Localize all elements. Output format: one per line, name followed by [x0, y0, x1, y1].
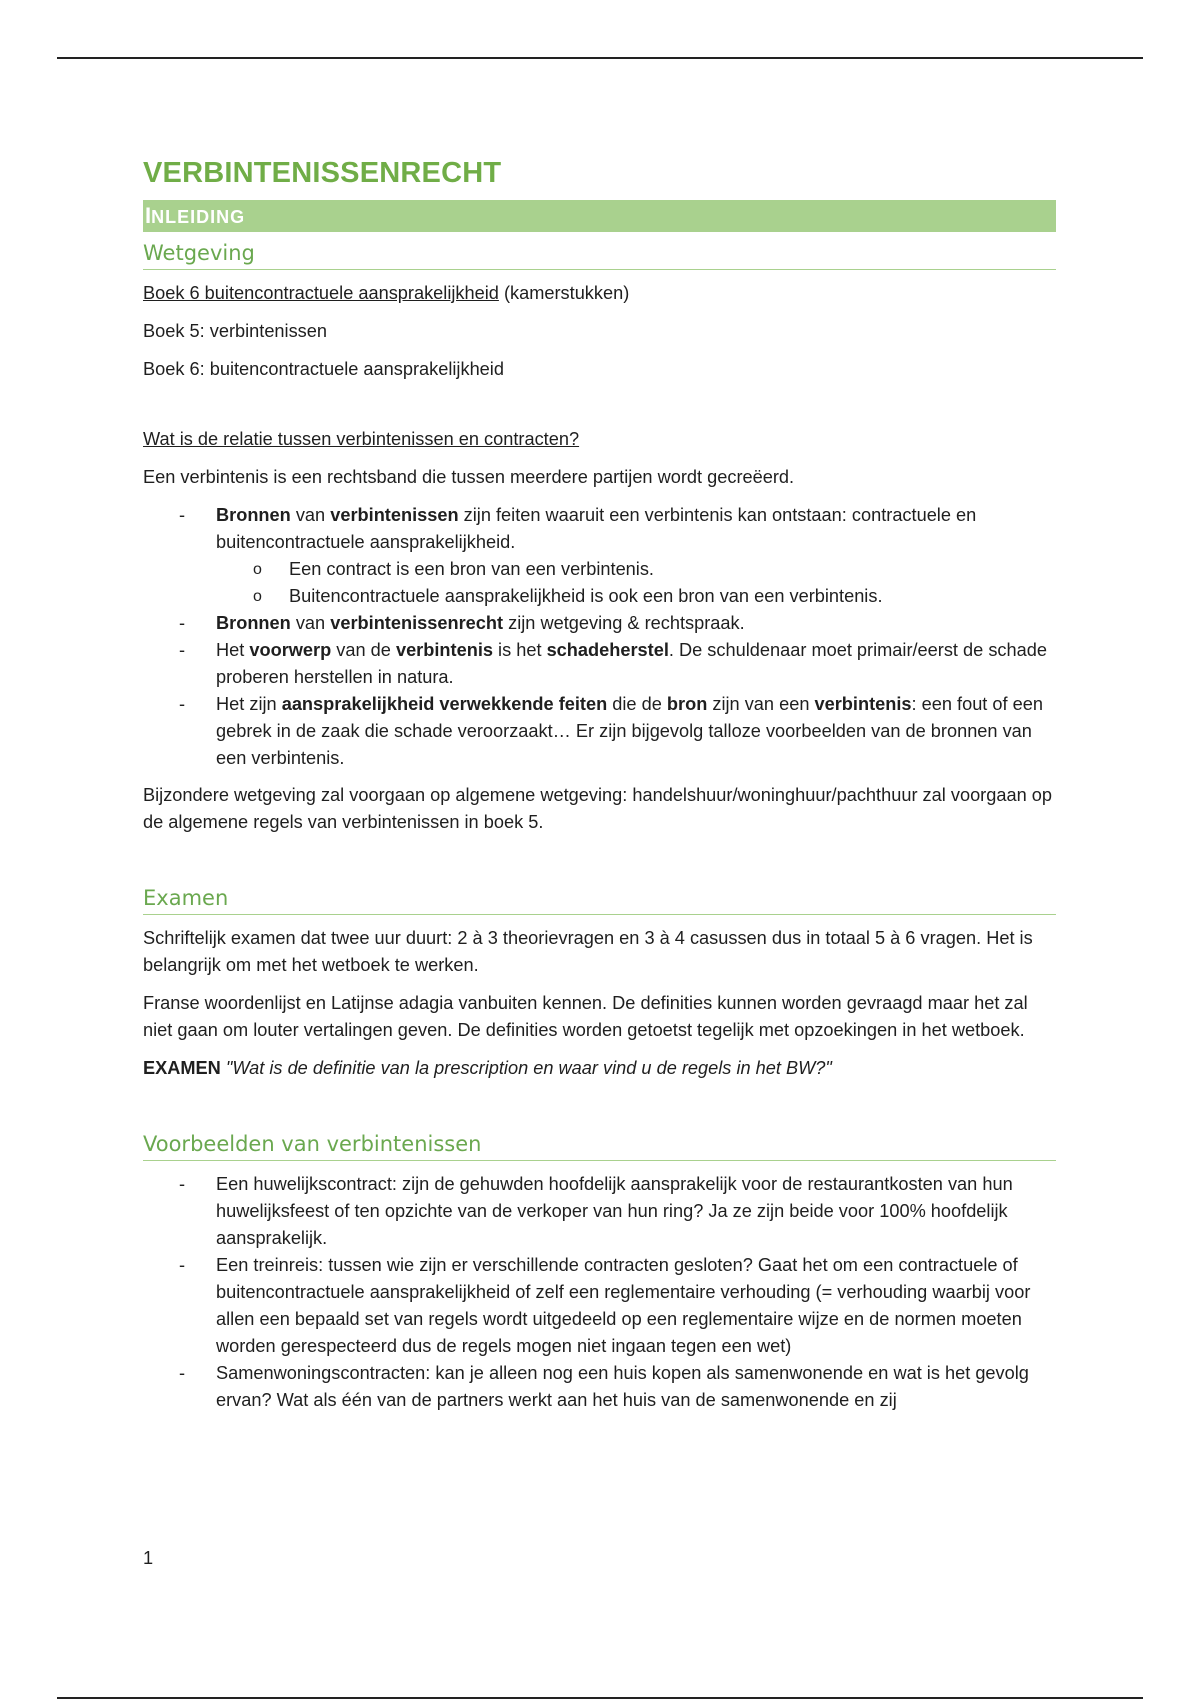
list-item: - Bronnen van verbintenissenrecht zijn wetgeving & rechtspraak.: [216, 610, 1056, 637]
wetgeving-line-1: Boek 6 buitencontractuele aansprakelijkheid (kamerstukken): [143, 283, 630, 303]
boek6-link[interactable]: Boek 6 buitencontractuele aansprakelijkheid: [143, 283, 499, 303]
relation-question: Wat is de relatie tussen verbintenissen en contracten?: [143, 429, 580, 449]
heading-voorbeelden: Voorbeelden van verbintenissen: [143, 1129, 1056, 1161]
voorbeelden-list: [143, 1171, 1056, 1414]
bijzondere-wetgeving-paragraph: Bijzondere wetgeving zal voorgaan op algemene wetgeving: handelshuur/woninghuur/pachthuur zal voorgaan op de algemene regels van verbintenissen in boek 5.: [143, 785, 1052, 832]
wetgeving-bullet-list: [143, 502, 1056, 772]
heading-inleiding: [143, 200, 1056, 232]
top-rule: [57, 57, 1143, 59]
wetgeving-line-2: Boek 5: verbintenissen: [143, 321, 328, 341]
list-item: - Het zijn aansprakelijkheid verwekkende feiten die de bron zijn van een verbintenis: een fout of een gebrek in de zaak die schade veroorzaakt… Er zijn bijgevolg talloze voorbeelden van de bronnen van een verbintenis.: [216, 691, 1056, 772]
sub-list: [216, 556, 1056, 610]
list-item: - Het voorwerp van de verbintenis is het schadeherstel. De schuldenaar moet primair/eerst de schade proberen herstellen in natura.: [216, 637, 1056, 691]
document-page: [143, 155, 1056, 1424]
document-title: VERBINTENISSENRECHT: [143, 157, 502, 189]
wetgeving-line-3: Boek 6: buitencontractuele aansprakelijkheid: [143, 359, 504, 379]
heading-wetgeving: Wetgeving: [143, 238, 1056, 270]
examen-paragraph-1: Schriftelijk examen dat twee uur duurt: 2 à 3 theorievragen en 3 à 4 casussen dus in totaal 5 à 6 vragen. Het is belangrijk om met het wetboek te werken.: [143, 928, 1033, 975]
heading-inleiding-first: I: [145, 203, 152, 228]
heading-examen: Examen: [143, 883, 1056, 915]
examen-question: [143, 1055, 1056, 1082]
examen-label: EXAMEN: [143, 1058, 221, 1078]
heading-inleiding-rest: NLEIDING: [151, 207, 246, 227]
list-item: - Een huwelijkscontract: zijn de gehuwden hoofdelijk aansprakelijk voor de restaurantkosten van hun huwelijksfeest of ten opzichte van de verkoper van hun ring? Ja ze zijn beide voor 100% hoofdelijk aansprakelijk.: [216, 1171, 1056, 1252]
verbintenis-definition: Een verbintenis is een rechtsband die tussen meerdere partijen wordt gecreëerd.: [143, 467, 795, 487]
list-item: - Een treinreis: tussen wie zijn er verschillende contracten gesloten? Gaat het om een contractuele of buitencontractuele aansprakelijkheid of zelf een reglementaire verhouding (= verhouding waarbij voor allen een bepaald set van regels wordt uitgedeeld op een reglementaire wijze en de normen moeten worden gerespecteerd dus de regels mogen niet ingaan tegen een wet): [216, 1252, 1056, 1360]
list-item: o Een contract is een bron van een verbintenis.: [289, 556, 1056, 583]
list-item: o Buitencontractuele aansprakelijkheid is ook een bron van een verbintenis.: [289, 583, 1056, 610]
examen-paragraph-2: Franse woordenlijst en Latijnse adagia vanbuiten kennen. De definities kunnen worden gevraagd maar het zal niet gaan om louter vertalingen geven. De definities worden getoetst tegelijk met opzoekingen in het wetboek.: [143, 993, 1028, 1040]
bottom-rule: [57, 1697, 1143, 1699]
list-item: - Bronnen van verbintenissen zijn feiten waaruit een verbintenis kan ontstaan: contractuele en buitencontractuele aansprakelijkheid. o Een contract is een bron van een verbintenis. o Buitencontractuele aansprakelijkheid is ook een bron van een verbintenis.: [216, 502, 1056, 610]
list-item: - Samenwoningscontracten: kan je alleen nog een huis kopen als samenwonende en wat is het gevolg ervan? Wat als één van de partners werkt aan het huis van de samenwonende en zij: [216, 1360, 1056, 1414]
page-number: 1: [143, 1548, 154, 1568]
examen-quote: "Wat is de definitie van la prescription en waar vind u de regels in het BW?": [220, 1058, 832, 1078]
